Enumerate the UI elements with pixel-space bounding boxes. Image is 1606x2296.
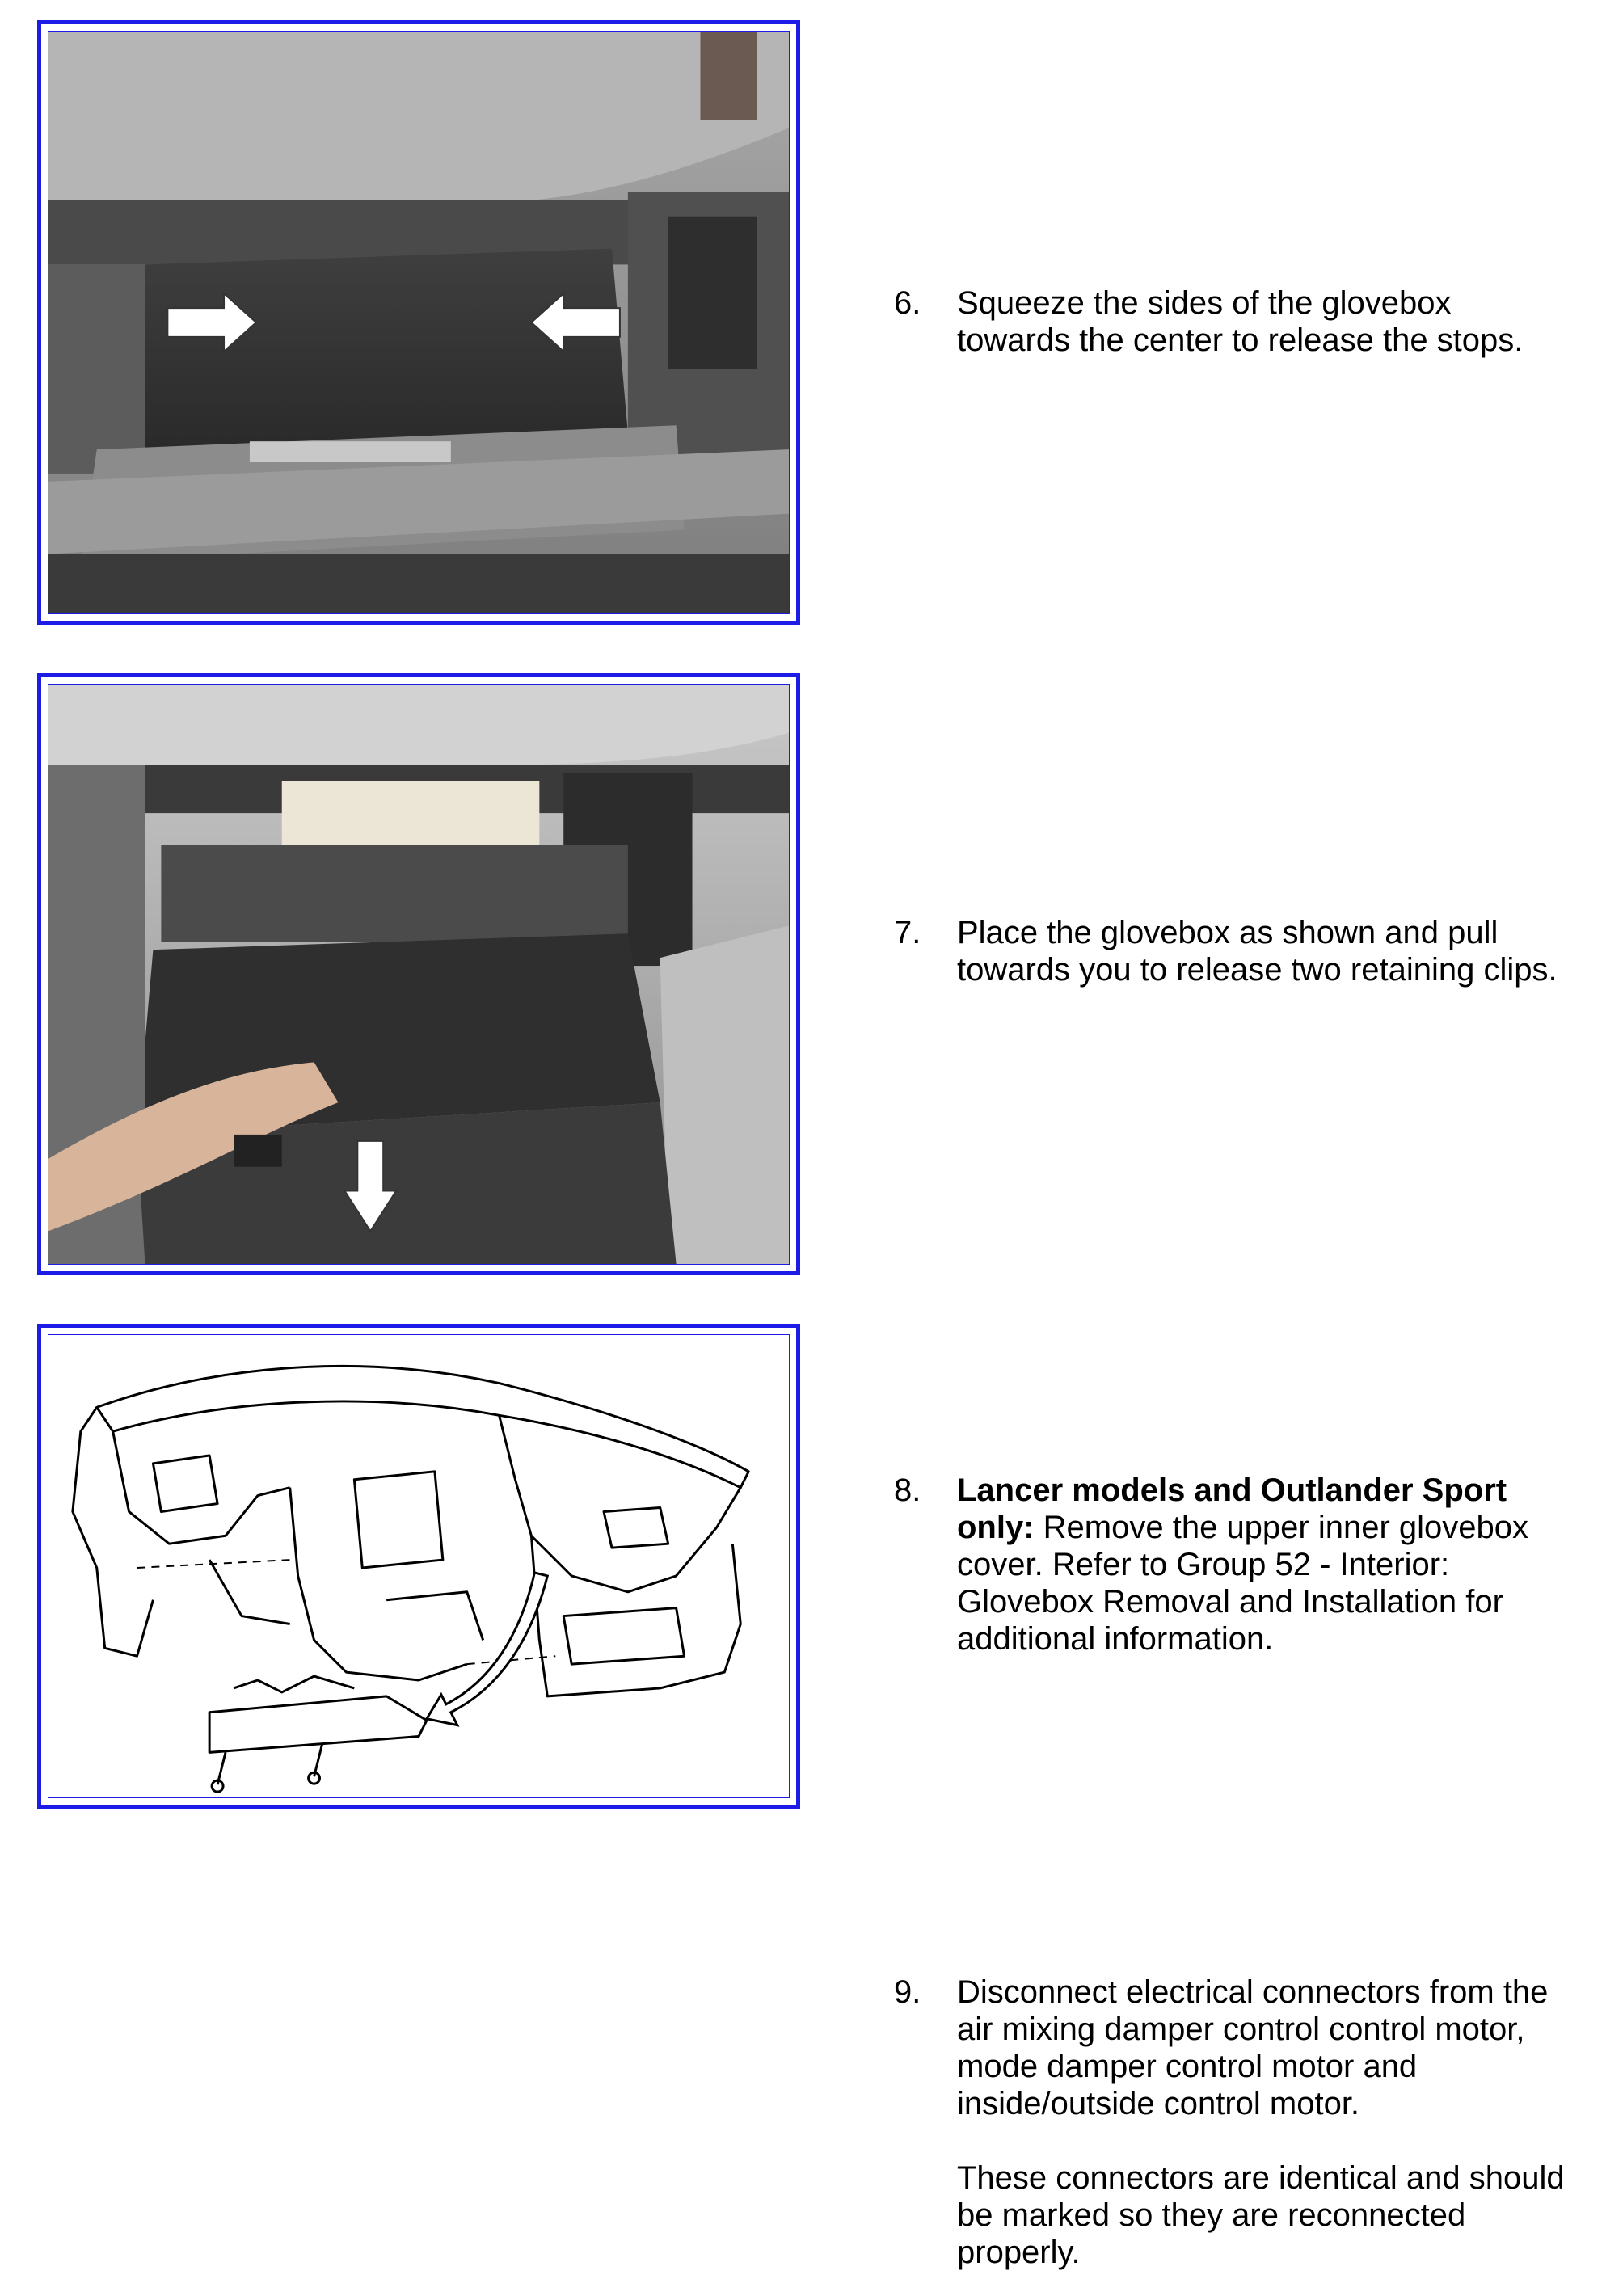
step-body: [957, 1974, 1573, 2271]
step-8: [894, 1472, 1573, 1658]
glovebox-squeeze-photo: [48, 32, 789, 613]
figure-2-inner: [48, 684, 790, 1265]
glovebox-pull-photo: [48, 685, 789, 1264]
step-number: 9.: [894, 1974, 921, 2010]
step-number: 6.: [894, 285, 921, 321]
step-body: [957, 284, 1573, 359]
step-text-rest: Remove the upper inner glovebox cover. Refer to Group 52 - Interior: Glovebox Removal and Installation for additional information.: [957, 1510, 1529, 1657]
figure-1-inner: [48, 31, 790, 614]
figure-3-inner: [48, 1334, 790, 1798]
step-number: 7.: [894, 915, 921, 950]
step-text: Place the glovebox as shown and pull towards you to release two retaining clips.: [957, 915, 1558, 988]
step-text: Disconnect electrical connectors from the air mixing damper control control motor, mode damper control motor and inside/outside control motor.: [957, 1974, 1549, 2121]
figure-2-frame: [37, 673, 800, 1275]
step-9: [894, 1974, 1573, 2271]
step-body: [957, 914, 1573, 988]
step-text: [957, 1472, 1573, 1658]
dashboard-line-drawing: [48, 1335, 789, 1797]
step-body: [957, 1472, 1573, 1658]
figure-1-frame: [37, 20, 800, 625]
figure-3-frame: [37, 1324, 800, 1809]
step-6: [894, 284, 1573, 359]
step-text: Squeeze the sides of the glovebox towards the center to release the stops.: [957, 285, 1524, 358]
step-bold-lead: Lancer models and Outlander Sport only:: [957, 1472, 1507, 1545]
step-text-note: These connectors are identical and should be marked so they are reconnected properly.: [957, 2160, 1565, 2270]
step-number: 8.: [894, 1472, 921, 1508]
step-7: [894, 914, 1573, 988]
